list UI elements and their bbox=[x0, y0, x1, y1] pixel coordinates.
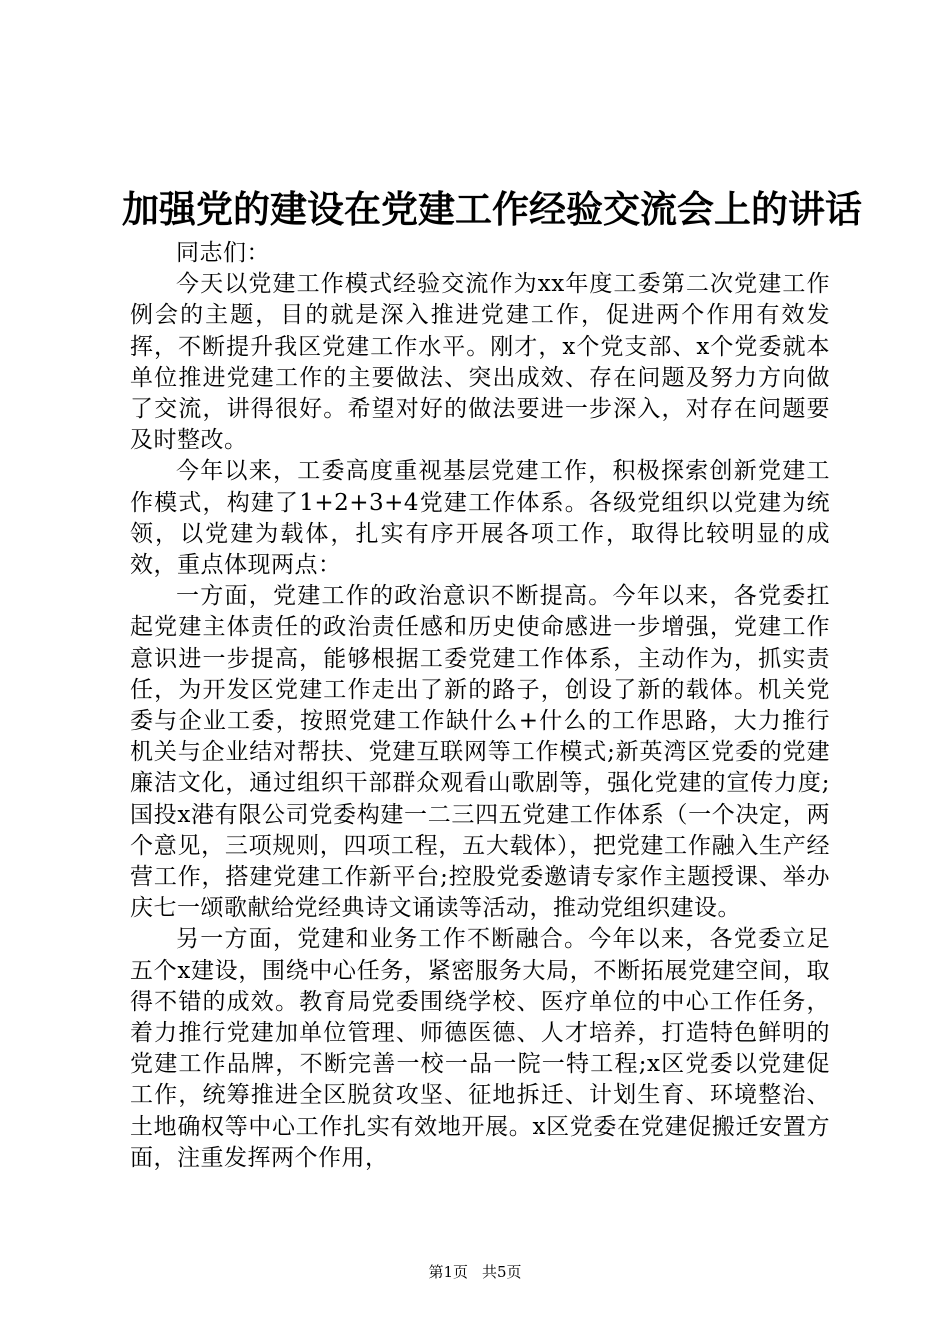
paragraph: 另一方面，党建和业务工作不断融合。今年以来，各党委立足五个x建设，围绕中心任务，紧密服务大局，不断拓展党建空间，取得不错的成效。教育局党委围绕学校、医疗单位的中心工作任务，着力推行党建加单位管理、师德医德、人才培养，打造特色鲜明的党建工作品牌，不断完善一校一品一院一特工程;x区党委以党建促工作，统筹推进全区脱贫攻坚、征地拆迁、计划生育、环境整治、土地确权等中心工作扎实有效地开展。x区党委在党建促搬迁安置方面，注重发挥两个作用， bbox=[130, 926, 830, 1171]
page-footer bbox=[0, 1262, 950, 1282]
document-title: 加强党的建设在党建工作经验交流会上的讲话 bbox=[122, 187, 862, 231]
page-total: 共5页 bbox=[482, 1263, 522, 1281]
paragraph: 今年以来，工委高度重视基层党建工作，积极探索创新党建工作模式，构建了1+2+3+4党建工作体系。各级党组织以党建为统领，以党建为载体，扎实有序开展各项工作，取得比较明显的成效，重点体现两点： bbox=[130, 458, 830, 579]
paragraph: 一方面，党建工作的政治意识不断提高。今年以来，各党委扛起党建主体责任的政治责任感和历史使命感进一步增强，党建工作意识进一步提高，能够根据工委党建工作体系，主动作为，抓实责任，为开发区党建工作走出了新的路子，创设了新的载体。机关党委与企业工委，按照党建工作缺什么+什么的工作思路，大力推行机关与企业结对帮扶、党建互联网等工作模式;新英湾区党委的党建廉洁文化，通过组织干部群众观看山歌剧等，强化党建的宣传力度;国投x港有限公司党委构建一二三四五党建工作体系（一个决定，两个意见，三项规则，四项工程，五大载体），把党建工作融入生产经营工作，搭建党建工作新平台;控股党委邀请专家作主题授课、举办庆七一颂歌献给党经典诗文诵读等活动，推动党组织建设。 bbox=[130, 583, 830, 922]
salutation: 同志们： bbox=[176, 240, 270, 266]
page-number: 第1页 bbox=[428, 1263, 468, 1281]
paragraph: 今天以党建工作模式经验交流作为xx年度工委第二次党建工作例会的主题，目的就是深入推进党建工作，促进两个作用有效发挥，不断提升我区党建工作水平。刚才，x个党支部、x个党委就本单位推进党建工作的主要做法、突出成效、存在问题及努力方向做了交流，讲得很好。希望对好的做法要进一步深入，对存在问题要及时整改。 bbox=[130, 271, 830, 454]
document-body bbox=[130, 238, 830, 1174]
